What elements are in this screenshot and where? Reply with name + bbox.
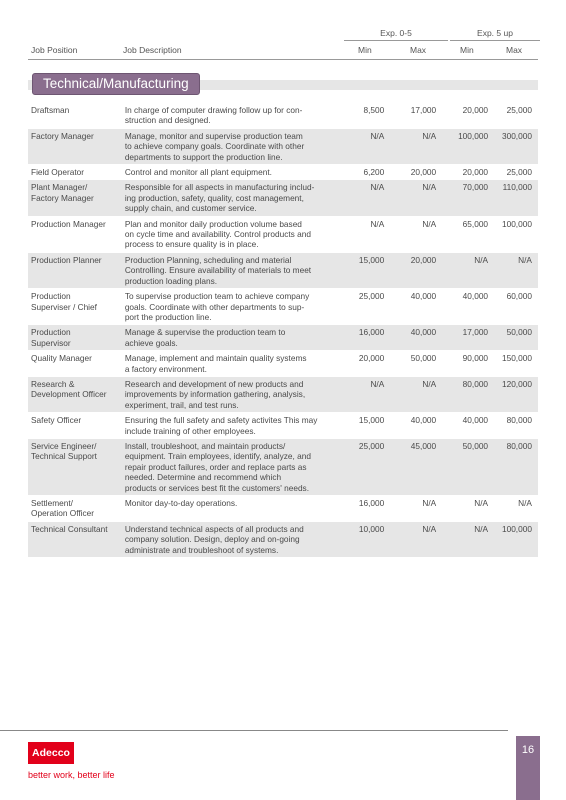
job-description-line: Controlling. Ensure availability of materials to meet	[124, 265, 312, 276]
job-description-line: departments to support the production line.	[124, 151, 283, 162]
table-row	[28, 439, 538, 496]
job-position-cell	[28, 131, 123, 162]
table-row	[28, 413, 538, 439]
min-0-5-cell: 25,000	[358, 291, 385, 302]
max-0-5-cell: N/A	[422, 182, 437, 193]
table-row	[28, 217, 538, 253]
job-description-line: on cycle time and availability. Control products and	[124, 229, 311, 240]
table-row	[28, 103, 538, 129]
min-0-5-cell: N/A	[370, 182, 385, 193]
job-position-cell	[28, 415, 123, 436]
table-row	[28, 289, 538, 325]
max-0-5-cell: N/A	[422, 498, 437, 508]
job-position-line: Production	[31, 291, 71, 302]
job-position-line: Factory Manager	[31, 192, 94, 203]
min-0-5-cell: N/A	[370, 130, 385, 141]
job-description-line: process to ensure quality is in place.	[124, 239, 259, 250]
job-description-line: achieve goals.	[124, 337, 178, 348]
job-position-cell	[28, 498, 123, 519]
job-position-cell	[28, 105, 123, 126]
job-position-line: Plant Manager/	[31, 182, 88, 193]
job-description-line: Manage & supervise the production team to	[124, 327, 286, 338]
job-description-cell	[123, 524, 333, 555]
job-description-cell	[123, 379, 333, 410]
min-5-up-cell: 20,000	[462, 167, 489, 178]
job-description-cell	[123, 353, 333, 374]
max-5-up-cell: 150,000	[501, 353, 532, 364]
job-position-line: Settlement/	[31, 498, 73, 508]
table-header	[28, 28, 538, 68]
min-header-1: Min	[358, 45, 372, 55]
group-underline	[450, 40, 540, 41]
max-0-5-cell: 20,000	[410, 167, 437, 178]
job-description-line: administrate and troubleshoot of systems.	[124, 544, 279, 555]
job-position-cell	[28, 167, 123, 177]
job-position-cell	[28, 219, 123, 250]
job-description-line: goals. Coordinate with other departments to sup-	[124, 301, 305, 312]
min-5-up-cell: N/A	[474, 254, 489, 265]
job-position-line: Safety Officer	[31, 415, 82, 426]
min-5-up-cell: 100,000	[458, 130, 489, 141]
min-5-up-cell: 65,000	[462, 218, 489, 229]
job-description-line: experiment, trail, and test runs.	[124, 399, 239, 410]
job-position-line: Field Operator	[31, 167, 85, 178]
job-description-line: Manage, monitor and supervise production team	[124, 130, 303, 141]
max-5-up-cell: 300,000	[501, 130, 532, 141]
job-description-cell	[123, 167, 333, 177]
job-description-cell	[123, 415, 333, 436]
job-description-line: Research and development of new products and	[124, 378, 304, 389]
job-description-cell	[123, 441, 333, 493]
max-5-up-cell: 120,000	[501, 378, 532, 389]
job-position-line: Supervisor	[31, 337, 71, 348]
min-0-5-cell: 25,000	[358, 440, 385, 451]
job-description-cell	[123, 219, 333, 250]
group-underline	[344, 40, 448, 41]
table-row	[28, 129, 538, 165]
job-position-cell	[28, 441, 123, 493]
job-description-line: port the production line.	[124, 311, 212, 322]
job-description-header: Job Description	[123, 45, 182, 55]
min-5-up-cell: 50,000	[462, 440, 489, 451]
salary-table	[28, 103, 538, 558]
job-description-line: Production Planning, scheduling and material	[124, 254, 292, 265]
exp-0-5-label: Exp. 0-5	[380, 28, 412, 38]
job-description-line: needed. Determine and recommend which	[124, 472, 282, 483]
job-description-line: Plan and monitor daily production volume based	[124, 218, 302, 229]
job-description-line: company solution. Design, deploy and on-going	[124, 534, 300, 545]
min-header-2: Min	[460, 45, 474, 55]
max-header-1: Max	[410, 45, 427, 55]
job-description-line: Control and monitor all plant equipment.	[124, 167, 272, 178]
job-description-line: production loading plans.	[124, 275, 218, 286]
job-description-line: To supervise production team to achieve company	[124, 291, 310, 302]
exp-5-up-label: Exp. 5 up	[477, 28, 513, 38]
job-position-header: Job Position	[31, 45, 78, 55]
header-rule	[28, 59, 538, 60]
job-description-cell	[123, 498, 333, 519]
tagline: better work, better life	[28, 770, 115, 780]
job-description-line: Install, troubleshoot, and maintain products/	[124, 440, 286, 451]
job-position-line: Technical Support	[31, 451, 97, 462]
min-0-5-cell: 10,000	[358, 523, 385, 534]
job-description-line: improvements by information gathering, analysis,	[124, 389, 306, 400]
job-description-line: products or services best fit the customers' needs.	[124, 482, 310, 493]
job-position-cell	[28, 524, 123, 555]
max-5-up-cell: 80,000	[506, 440, 532, 451]
job-description-line: a factory environment.	[124, 363, 207, 374]
table-row	[28, 351, 538, 377]
job-description-line: ing production, safety, quality, cost management,	[124, 192, 304, 203]
max-0-5-cell: N/A	[422, 218, 437, 229]
job-description-line: Understand technical aspects of all products and	[124, 523, 304, 534]
job-position-cell	[28, 182, 123, 213]
job-description-line: Manage, implement and maintain quality systems	[124, 353, 307, 364]
max-5-up-cell: 100,000	[501, 218, 532, 229]
job-description-line: Monitor day-to-day operations.	[124, 498, 238, 508]
job-description-line: equipment. Train employees, identify, analyze, and	[124, 451, 311, 462]
job-position-line: Development Officer	[31, 389, 107, 400]
max-0-5-cell: 45,000	[410, 440, 437, 451]
job-position-line: Service Engineer/	[31, 440, 97, 451]
table-row	[28, 180, 538, 216]
max-0-5-cell: N/A	[422, 523, 437, 534]
section-title: Technical/Manufacturing	[32, 73, 200, 95]
max-0-5-cell: 40,000	[410, 327, 437, 338]
min-0-5-cell: 16,000	[358, 498, 385, 508]
min-5-up-cell: 20,000	[462, 105, 489, 115]
job-position-cell	[28, 379, 123, 410]
min-0-5-cell: 6,200	[363, 167, 385, 178]
max-5-up-cell: 110,000	[502, 182, 532, 193]
job-description-line: Responsible for all aspects in manufacturing includ-	[124, 182, 315, 193]
max-5-up-cell: 25,000	[506, 105, 532, 115]
max-0-5-cell: 20,000	[410, 254, 437, 265]
max-5-up-cell: 25,000	[506, 167, 532, 178]
max-5-up-cell: N/A	[518, 254, 532, 265]
job-position-line: Production Planner	[31, 254, 102, 265]
max-5-up-cell: N/A	[518, 498, 532, 508]
min-5-up-cell: 17,000	[462, 327, 489, 338]
min-5-up-cell: N/A	[474, 498, 489, 508]
job-position-line: Draftsman	[31, 105, 70, 115]
exp-5-up-group	[450, 28, 540, 41]
job-position-cell	[28, 291, 123, 322]
min-5-up-cell: 40,000	[462, 415, 489, 426]
min-0-5-cell: 8,500	[363, 105, 385, 115]
max-0-5-cell: 17,000	[410, 105, 437, 115]
page-number: 16	[521, 744, 535, 756]
job-position-line: Superviser / Chief	[31, 301, 97, 312]
job-description-cell	[123, 182, 333, 213]
table-row	[28, 253, 538, 289]
table-row	[28, 377, 538, 413]
job-position-line: Operation Officer	[31, 508, 95, 519]
footer-rule	[0, 730, 508, 731]
job-position-line: Research &	[31, 378, 75, 389]
max-0-5-cell: 40,000	[410, 415, 437, 426]
job-position-line: Quality Manager	[31, 353, 92, 364]
job-description-line: to achieve company goals. Coordinate with other	[124, 141, 305, 152]
job-position-cell	[28, 327, 123, 348]
job-position-line: Technical Consultant	[31, 523, 108, 534]
job-description-cell	[123, 327, 333, 348]
job-description-cell	[123, 105, 333, 126]
min-0-5-cell: 15,000	[358, 415, 385, 426]
job-position-line: Production Manager	[31, 218, 106, 229]
max-header-2: Max	[506, 45, 523, 55]
table-row	[28, 522, 538, 558]
max-5-up-cell: 80,000	[506, 415, 532, 426]
table-row	[28, 496, 538, 522]
job-description-cell	[123, 291, 333, 322]
job-position-cell	[28, 353, 123, 374]
min-5-up-cell: 80,000	[462, 378, 489, 389]
job-description-line: repair product failures, order and replace parts as	[124, 461, 307, 472]
job-description-line: struction and designed.	[124, 115, 211, 126]
max-0-5-cell: N/A	[422, 130, 437, 141]
min-5-up-cell: 90,000	[462, 353, 489, 364]
job-description-line: include training of other employees.	[124, 425, 256, 436]
min-5-up-cell: 40,000	[462, 291, 489, 302]
exp-0-5-group	[344, 28, 448, 41]
min-5-up-cell: 70,000	[462, 182, 489, 193]
table-row	[28, 165, 538, 180]
job-description-line: In charge of computer drawing follow up for con-	[124, 105, 303, 115]
job-description-line: supply chain, and customer service.	[124, 203, 257, 214]
max-5-up-cell: 100,000	[501, 523, 532, 534]
max-0-5-cell: 40,000	[410, 291, 437, 302]
max-0-5-cell: 50,000	[410, 353, 437, 364]
max-5-up-cell: 50,000	[506, 327, 532, 338]
adecco-logo: Adecco	[28, 742, 74, 764]
job-position-line: Factory Manager	[31, 130, 94, 141]
job-position-cell	[28, 255, 123, 286]
max-5-up-cell: 60,000	[506, 291, 532, 302]
min-0-5-cell: N/A	[370, 218, 385, 229]
table-row	[28, 325, 538, 351]
max-0-5-cell: N/A	[422, 378, 437, 389]
job-description-line: Ensuring the full safety and safety activites This may	[124, 415, 318, 426]
job-description-cell	[123, 131, 333, 162]
job-description-cell	[123, 255, 333, 286]
min-0-5-cell: N/A	[370, 378, 385, 389]
job-position-line: Production	[31, 327, 71, 338]
min-0-5-cell: 20,000	[358, 353, 385, 364]
min-5-up-cell: N/A	[474, 523, 489, 534]
min-0-5-cell: 16,000	[358, 327, 385, 338]
min-0-5-cell: 15,000	[358, 254, 385, 265]
